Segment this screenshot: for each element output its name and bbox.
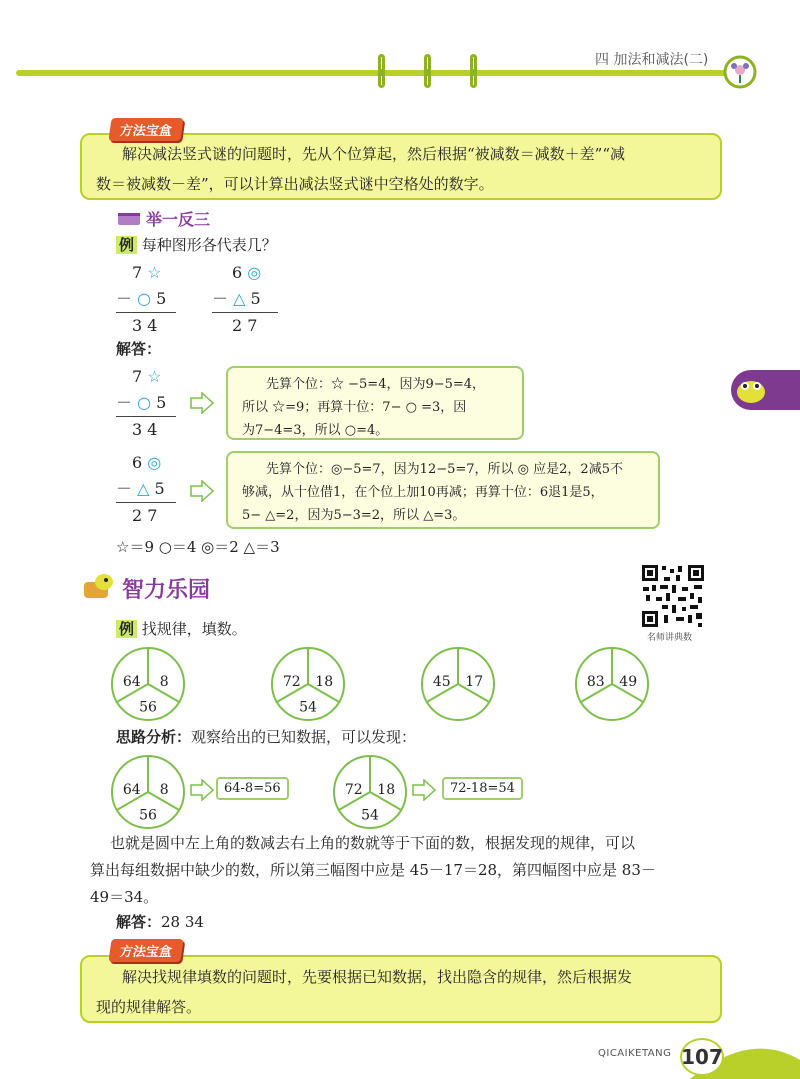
star-icon: ☆ [147,367,162,386]
footer-brand: QICAIKETANG [598,1048,672,1059]
final-answer-line [116,911,204,932]
solution-line: 所以 ☆=9；再算十位：7− ○ =3，因 [242,400,467,415]
frog-icon [731,370,800,410]
circle-icon: ○ [137,289,152,308]
circle-number-left: 45 [432,674,451,691]
bee-icon [80,572,118,602]
formula-box: 72-18=54 [442,777,523,800]
book-icon [116,209,142,227]
circle-number-bottom: 54 [299,699,317,716]
paragraph-line: 49＝34。 [90,888,159,906]
answer-value: 28 34 [161,913,204,931]
binder-ring [424,54,431,88]
triangle-icon: △ [233,289,246,308]
circle-number-right: 18 [315,674,334,691]
analysis-text: 观察给出的已知数据，可以发现： [191,728,417,746]
digit: 6 [232,263,243,282]
digit: 7 [132,263,143,282]
circle-number-bottom: 54 [361,807,379,824]
solution-box-a [226,366,524,440]
binder-ring [378,54,385,88]
binder-ring [470,54,477,88]
solution-box-b [226,451,660,529]
minus-sign: － [116,289,133,308]
example-line [116,234,277,255]
formula-box: 64-8=56 [216,777,289,800]
result: 2 7 [232,316,258,335]
result: 3 4 [132,316,158,335]
solution-line: 先算个位：◎−5=7，因为12−5=7，所以 ◎ 应是2，2减5不 [266,462,623,477]
digit: 5 [156,289,167,308]
puzzle-a [116,260,176,339]
explanation [90,830,730,911]
tip-line: 解决找规律填数的问题时，先要根据已知数据，找出隐含的规律，然后根据发 [122,968,633,986]
minus-sign: － [212,289,229,308]
tip-line: 解决减法竖式谜的问题时，先从个位算起，然后根据“被减数＝减数＋差”“减 [122,145,626,163]
page-number: 107 [680,1038,724,1076]
flower-icon [722,54,758,90]
number-circle [420,646,496,722]
analysis-label: 思路分析： [116,728,192,746]
circle-icon: ○ [137,393,152,412]
arrow-right-icon [190,779,214,801]
header-bar [16,70,734,76]
paragraph-line: 也就是圆中左上角的数减去右上角的数就等于下面的数，根据发现的规律，可以 [110,834,636,852]
method-tip-box [80,955,722,1023]
method-tip-tag: 方法宝盒 [108,939,183,962]
qr-code[interactable] [640,563,706,629]
solution-line: 为7−4=3，所以 ○=4。 [242,423,389,438]
method-tip-tag: 方法宝盒 [108,118,183,141]
double-circle-icon: ◎ [247,263,262,282]
final-answer: ☆＝9 ○＝4 ◎＝2 △＝3 [116,538,280,556]
circle-number-left: 64 [122,674,141,691]
question: 找规律，填数。 [141,620,247,638]
star-icon: ☆ [147,263,162,282]
circle-number-right: 8 [159,674,169,691]
section-title: 智力乐园 [122,578,211,603]
arrow-right-icon [412,779,436,801]
example-tag: 例 [116,236,137,254]
digit: 5 [250,289,261,308]
example-line [116,618,247,639]
circle-number-right: 49 [619,674,638,691]
qr-caption: 名师讲典数 [647,633,693,643]
example-tag: 例 [116,620,137,638]
paragraph-line: 算出每组数据中缺少的数，所以第三幅图中应是 45－17＝28，第四幅图中应是 83－ [90,861,656,879]
solution-puzzle-a: 7 ☆ － ○ 5 3 4 [116,364,176,443]
circle-number-left: 64 [122,782,141,799]
number-circle [110,754,186,830]
side-tab [731,370,800,410]
solution-puzzle-b: 6 ◎ － △ 5 2 7 [116,450,176,529]
answer-label: 解答： [116,913,162,931]
triangle-icon: △ [137,479,150,498]
number-circle [110,646,186,722]
arrow-right-icon [190,480,214,502]
answer-label: 解答： [116,340,162,358]
number-circle [332,754,408,830]
circle-number-bottom: 56 [139,807,157,824]
section-title: 举一反三 [146,210,211,229]
analysis-line [116,726,416,747]
circle-number-right: 18 [377,782,396,799]
circle-number-left: 72 [344,782,363,799]
method-tip-box [80,133,722,200]
circle-number-bottom: 56 [139,699,157,716]
circle-number-left: 83 [586,674,605,691]
tip-line: 现的规律解答。 [96,998,202,1016]
tip-line: 数＝被减数－差”，可以计算出减法竖式谜中空格处的数字。 [96,175,494,193]
arrow-right-icon [190,392,214,414]
chapter-title: 四 加法和减法(二) [595,52,709,68]
circle-number-right: 8 [159,782,169,799]
circle-number-right: 17 [465,674,484,691]
solution-line: 够减，从十位借1，在个位上加10再减；再算十位：6退1是5， [242,485,604,500]
solution-line: 先算个位：☆ −5=4，因为9−5=4， [266,377,486,392]
puzzle-b [212,260,278,339]
number-circle [574,646,650,722]
question: 每种图形各代表几？ [141,236,277,254]
double-circle-icon: ◎ [147,453,162,472]
number-circle [270,646,346,722]
solution-line: 5− △=2，因为5−3=2，所以 △=3。 [242,508,466,523]
circle-number-left: 72 [282,674,301,691]
